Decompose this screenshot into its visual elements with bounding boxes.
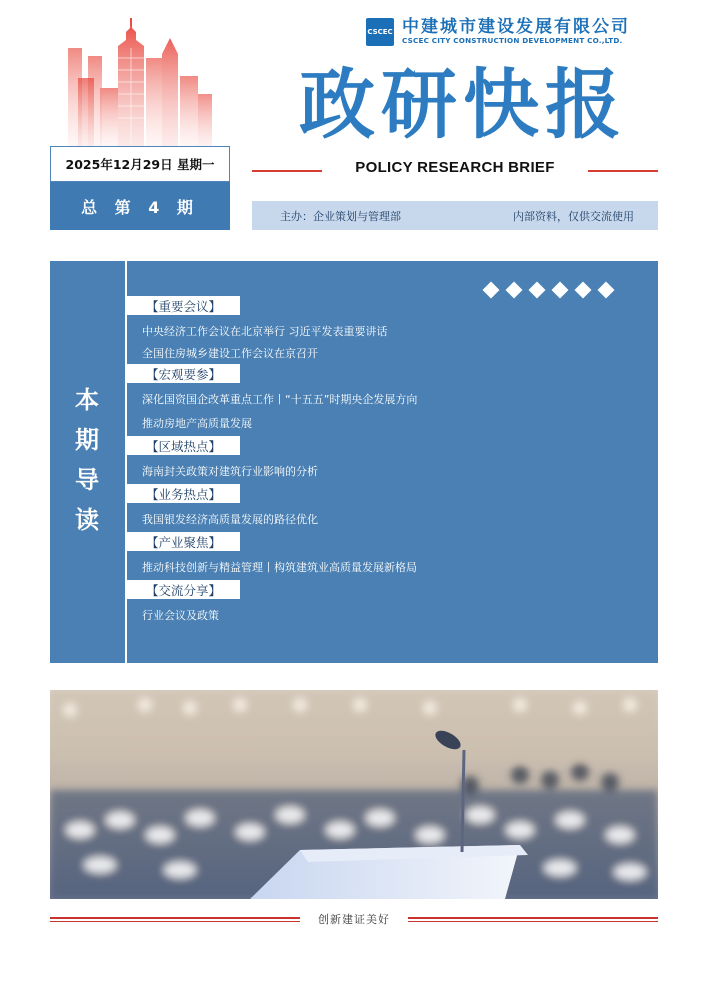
toc-title xyxy=(62,380,112,540)
subtitle-rule-right xyxy=(588,170,658,172)
footer-rule xyxy=(50,917,300,919)
table-of-contents-panel xyxy=(50,261,658,663)
diamond-icon xyxy=(506,282,523,299)
toc-title-char: 读 xyxy=(75,506,99,534)
toc-item[interactable]: 中央经济工作会议在北京举行 习近平发表重要讲话 xyxy=(142,325,388,338)
toc-section-label: 【业务热点】 xyxy=(127,484,240,503)
footer-rule xyxy=(408,917,658,919)
internal-notice: 内部资料，仅供交流使用 xyxy=(513,209,634,223)
company-logo xyxy=(366,18,630,46)
toc-item[interactable]: 海南封关政策对建筑行业影响的分析 xyxy=(142,465,318,478)
toc-section-label: 【产业聚焦】 xyxy=(127,532,240,551)
host-bar xyxy=(252,201,658,230)
toc-title-char: 导 xyxy=(75,466,99,494)
toc-item[interactable]: 我国银发经济高质量发展的路径优化 xyxy=(142,513,318,526)
diamond-icon xyxy=(575,282,592,299)
diamond-icon xyxy=(552,282,569,299)
toc-item[interactable]: 全国住房城乡建设工作会议在京召开 xyxy=(142,347,318,360)
conference-photo xyxy=(50,690,658,899)
toc-divider xyxy=(125,261,127,663)
subtitle-rule-left xyxy=(252,170,322,172)
issue-number: 总 第 4 期 xyxy=(50,182,230,230)
footer-slogan: 创新建证美好 xyxy=(318,913,390,926)
toc-title-char: 期 xyxy=(75,426,99,454)
diamond-icon xyxy=(483,282,500,299)
toc-item[interactable]: 推动科技创新与精益管理丨构筑建筑业高质量发展新格局 xyxy=(142,561,417,574)
english-subtitle: POLICY RESEARCH BRIEF xyxy=(355,159,555,176)
issue-date: 2025年12月29日 星期一 xyxy=(50,146,230,182)
toc-section-label: 【宏观要参】 xyxy=(127,364,240,383)
toc-section-label: 【交流分享】 xyxy=(127,580,240,599)
company-name-cn: 中建城市建设发展有限公司 xyxy=(402,17,630,37)
toc-section-label: 【重要会议】 xyxy=(127,296,240,315)
toc-title-char: 本 xyxy=(75,386,99,414)
toc-section-label: 【区域热点】 xyxy=(127,436,240,455)
cscec-logo-icon: CSCEC xyxy=(366,18,394,46)
host-department: 主办：企业策划与管理部 xyxy=(280,209,401,223)
diamond-icon xyxy=(598,282,615,299)
diamond-icon xyxy=(529,282,546,299)
toc-item[interactable]: 推动房地产高质量发展 xyxy=(142,417,252,430)
footer-rule xyxy=(50,921,300,922)
footer-rule xyxy=(408,921,658,922)
company-name-en: CSCEC CITY CONSTRUCTION DEVELOPMENT CO.,LTD. xyxy=(402,36,623,45)
toc-item[interactable]: 深化国资国企改革重点工作丨“十五五”时期央企发展方向 xyxy=(142,393,418,406)
publication-title: 政研快报 xyxy=(299,60,627,149)
diamond-decoration xyxy=(484,284,613,296)
toc-item[interactable]: 行业会议及政策 xyxy=(142,609,219,622)
city-buildings-illustration xyxy=(66,18,216,146)
